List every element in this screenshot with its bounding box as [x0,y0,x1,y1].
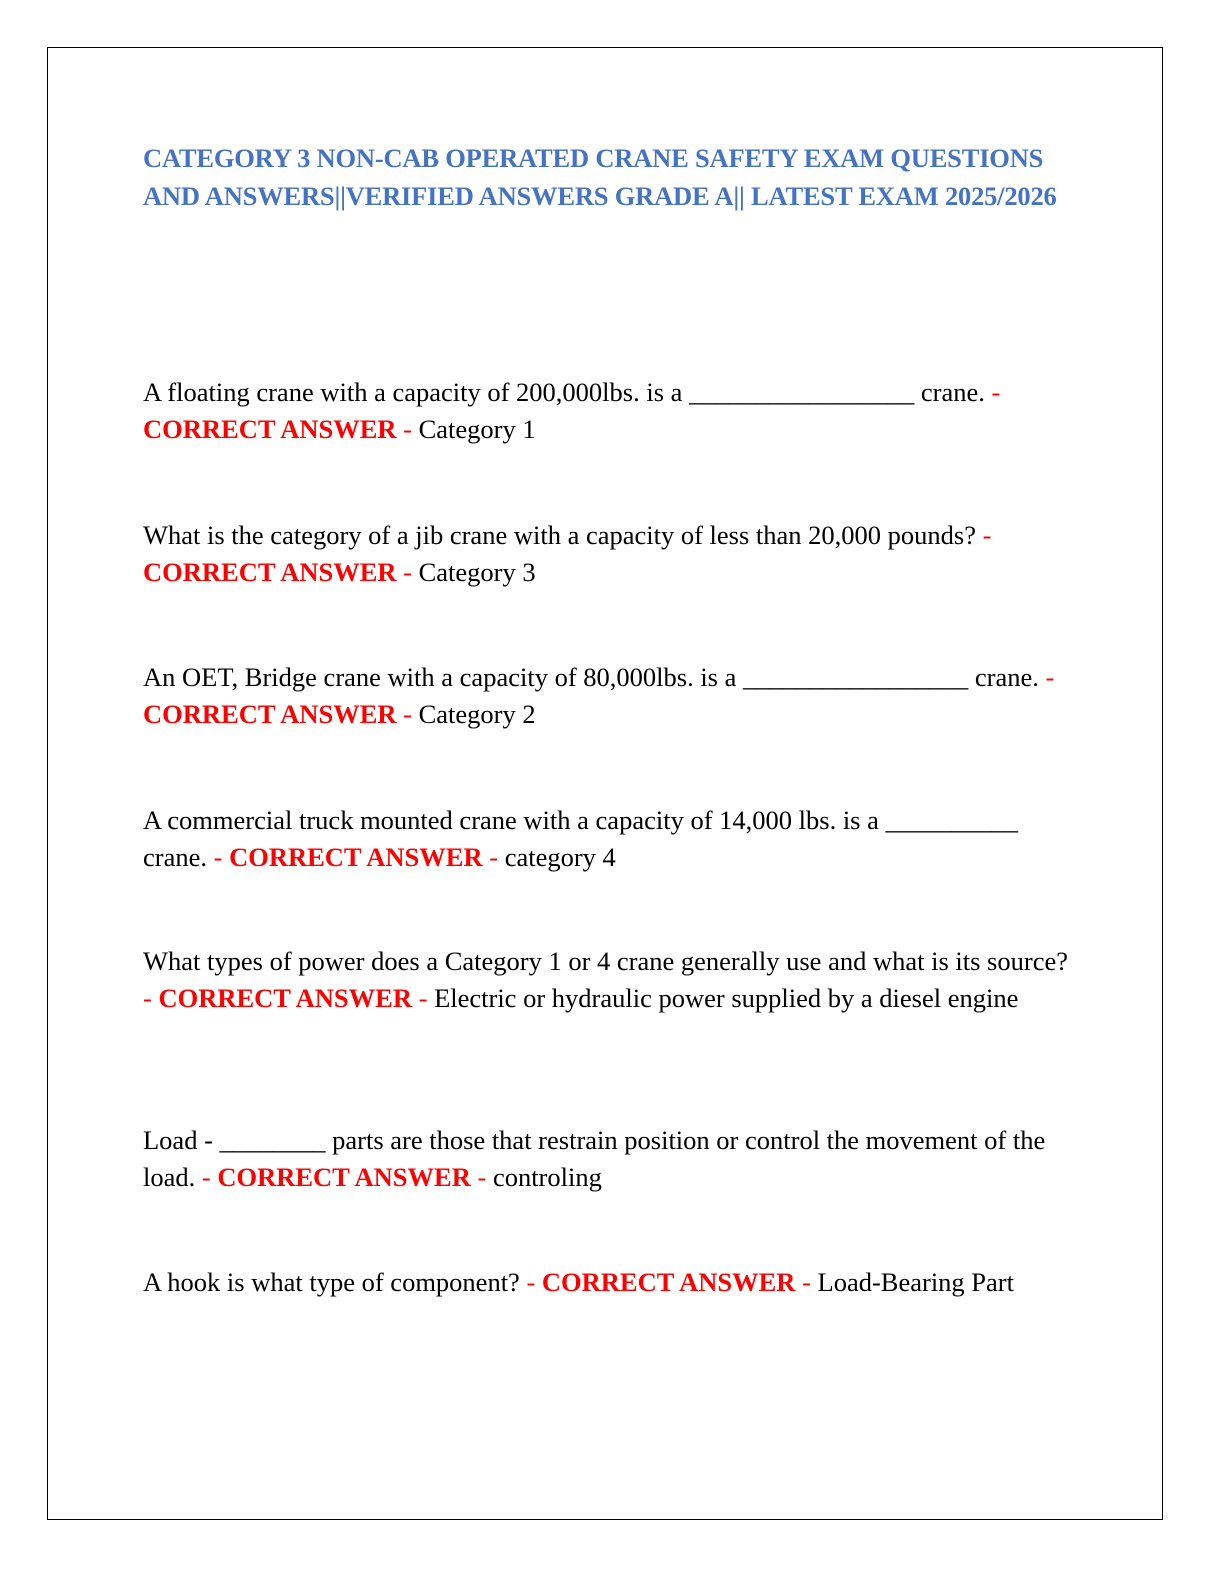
correct-answer-label: CORRECT ANSWER [158,982,412,1013]
answer-text: Load-Bearing Part [817,1267,1014,1297]
qa-item-1 [143,374,1083,447]
qa-item-5 [143,943,1083,1016]
separator: - [1045,662,1055,692]
separator: - [403,556,412,587]
separator: - [991,377,1001,407]
qa-item-4 [143,802,1083,875]
question-text: A hook is what type of component? [143,1267,520,1297]
separator: - [526,1267,536,1297]
question-text: What is the category of a jib crane with a capacity of less than 20,000 pounds? [143,520,977,550]
correct-answer-label: CORRECT ANSWER [143,698,397,729]
answer-text: controling [492,1161,602,1192]
answer-text: Electric or hydraulic power supplied by a diesel engine [434,982,1019,1013]
separator: - [418,982,428,1013]
answer-text: Category 1 [418,413,536,444]
separator: - [477,1161,487,1192]
question-text: What types of power does a Category 1 or 4 crane generally use and what is its source? [143,946,1068,976]
separator: - [982,520,992,550]
qa-item-7 [143,1264,1083,1301]
question-text: An OET, Bridge crane with a capacity of 80,000lbs. is a _________________ crane. [143,662,1039,692]
separator: - [489,841,499,872]
correct-answer-label: CORRECT ANSWER [217,1161,471,1192]
answer-text: category 4 [504,841,616,872]
answer-text: Category 3 [418,556,536,587]
answer-text: Category 2 [418,698,536,729]
separator: - [201,1161,211,1192]
separator: - [213,841,223,872]
document-title: CATEGORY 3 NON-CAB OPERATED CRANE SAFETY EXAM QUESTIONS AND ANSWERS||VERIFIED ANSWERS GRADE A|| LATEST EXAM 2025/2026 [143,143,1057,211]
correct-answer-label: CORRECT ANSWER [143,413,397,444]
qa-item-6 [143,1122,1083,1195]
separator: - [143,982,152,1013]
separator: - [403,698,412,729]
separator: - [802,1267,811,1297]
question-text: A floating crane with a capacity of 200,000lbs. is a _________________ crane. [143,377,985,407]
correct-answer-label: CORRECT ANSWER [541,1267,796,1297]
qa-item-3 [143,659,1083,732]
separator: - [403,413,412,444]
qa-item-2 [143,517,1083,590]
correct-answer-label: CORRECT ANSWER [229,841,483,872]
question-text: Load - ________ parts are those that restrain position or control the movement of the load. [143,1125,1046,1192]
correct-answer-label: CORRECT ANSWER [143,556,397,587]
question-text: A commercial truck mounted crane with a capacity of 14,000 lbs. is a __________ crane. [143,805,1019,872]
